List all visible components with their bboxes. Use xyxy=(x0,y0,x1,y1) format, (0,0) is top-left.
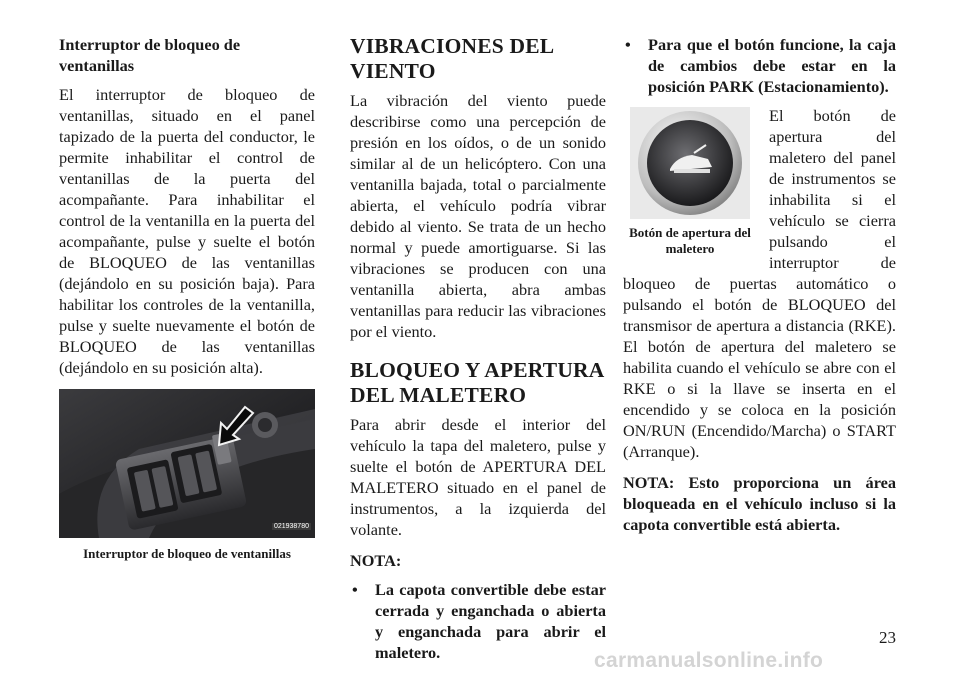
window-lock-switch-photo xyxy=(59,389,315,538)
window-lock-paragraph: El interruptor de bloqueo de ventanillas, situado en el panel tapizado de la puerta del conductor, le permite inhabilitar el control de ventanillas de la puerta del acompañante. Para inhabilitar el control de la ventanilla en la puerta del acompañante, pulse y suelte el botón de BLOQUEO de las ventanillas (dejándolo en su posición baja). Para habilitar los controles de la ventanilla, pulse y suelte nuevamente el botón de BLOQUEO de las ventanillas (dejándolo en su posición alta). xyxy=(59,85,315,377)
column-middle xyxy=(350,34,606,663)
column-right xyxy=(623,34,896,535)
watermark: carmanualsonline.info xyxy=(594,649,824,672)
nota-list xyxy=(350,579,606,663)
list-item: • La capota convertible debe estar cerrada y enganchada o abierta y enganchada para abrir el maletero. xyxy=(350,579,606,663)
page-number: 23 xyxy=(879,628,896,647)
trunk-lock-heading: BLOQUEO Y APERTURA DEL MALETERO xyxy=(350,358,604,407)
wind-buffeting-paragraph: La vibración del viento puede describirse como una percepción de presión en los oídos, o de un sonido similar al de un helicóptero. Con una ventanilla bajada, total o parcialmente abierta, el vehículo podría vibrar debido al viento. Se trata de un hecho normal y puede amortiguarse. Si las vibraciones se producen con una ventanilla abierta, abra ambas ventanillas para reducir las vibraciones por el viento. xyxy=(350,91,606,341)
trunk-release-paragraph: Para abrir desde el interior del vehículo la tapa del maletero, pulse y suelte el botón de APERTURA DEL MALETERO situado en el panel de instrumentos, a la izquierda del volante. xyxy=(350,415,606,539)
window-lock-caption: Interruptor de bloqueo de ventanillas xyxy=(83,546,291,561)
list-item: • Para que el botón funcione, la caja de cambios debe estar en la posición PARK (Estacionamiento). xyxy=(623,34,896,97)
trunk-release-inhibit-paragraph: El botón de apertura del maletero del panel de instrumentos se inhabilita si el vehículo se cierra pulsando el interruptor de bloqueo de puertas automático o pulsando el botón de BLOQUEO del transmisor de apertura a distancia (RKE). El botón de apertura del maletero se habilita cuando el vehículo se abre con el RKE o si la llave se inserta en el encendido y se coloca en la posición ON/RUN (Encendido/Marcha) o START (Arranque). xyxy=(623,106,896,461)
trunk-release-button-photo xyxy=(630,107,750,219)
wind-buffeting-heading: VIBRACIONES DEL VIENTO xyxy=(350,34,554,83)
window-lock-subheading: Interruptor de bloqueo de ventanillas xyxy=(59,35,241,75)
nota-convertible-paragraph: NOTA: Esto proporciona un área bloqueada en el vehículo incluso si la capota convertible está abierta. xyxy=(623,473,896,534)
park-list xyxy=(623,34,896,97)
column-left xyxy=(59,34,315,562)
nota-label: NOTA: xyxy=(350,551,402,570)
figure-code: 021938780 xyxy=(273,523,309,530)
trunk-release-caption: Botón de apertura del maletero xyxy=(629,225,751,256)
trunk-release-figure xyxy=(623,107,757,256)
